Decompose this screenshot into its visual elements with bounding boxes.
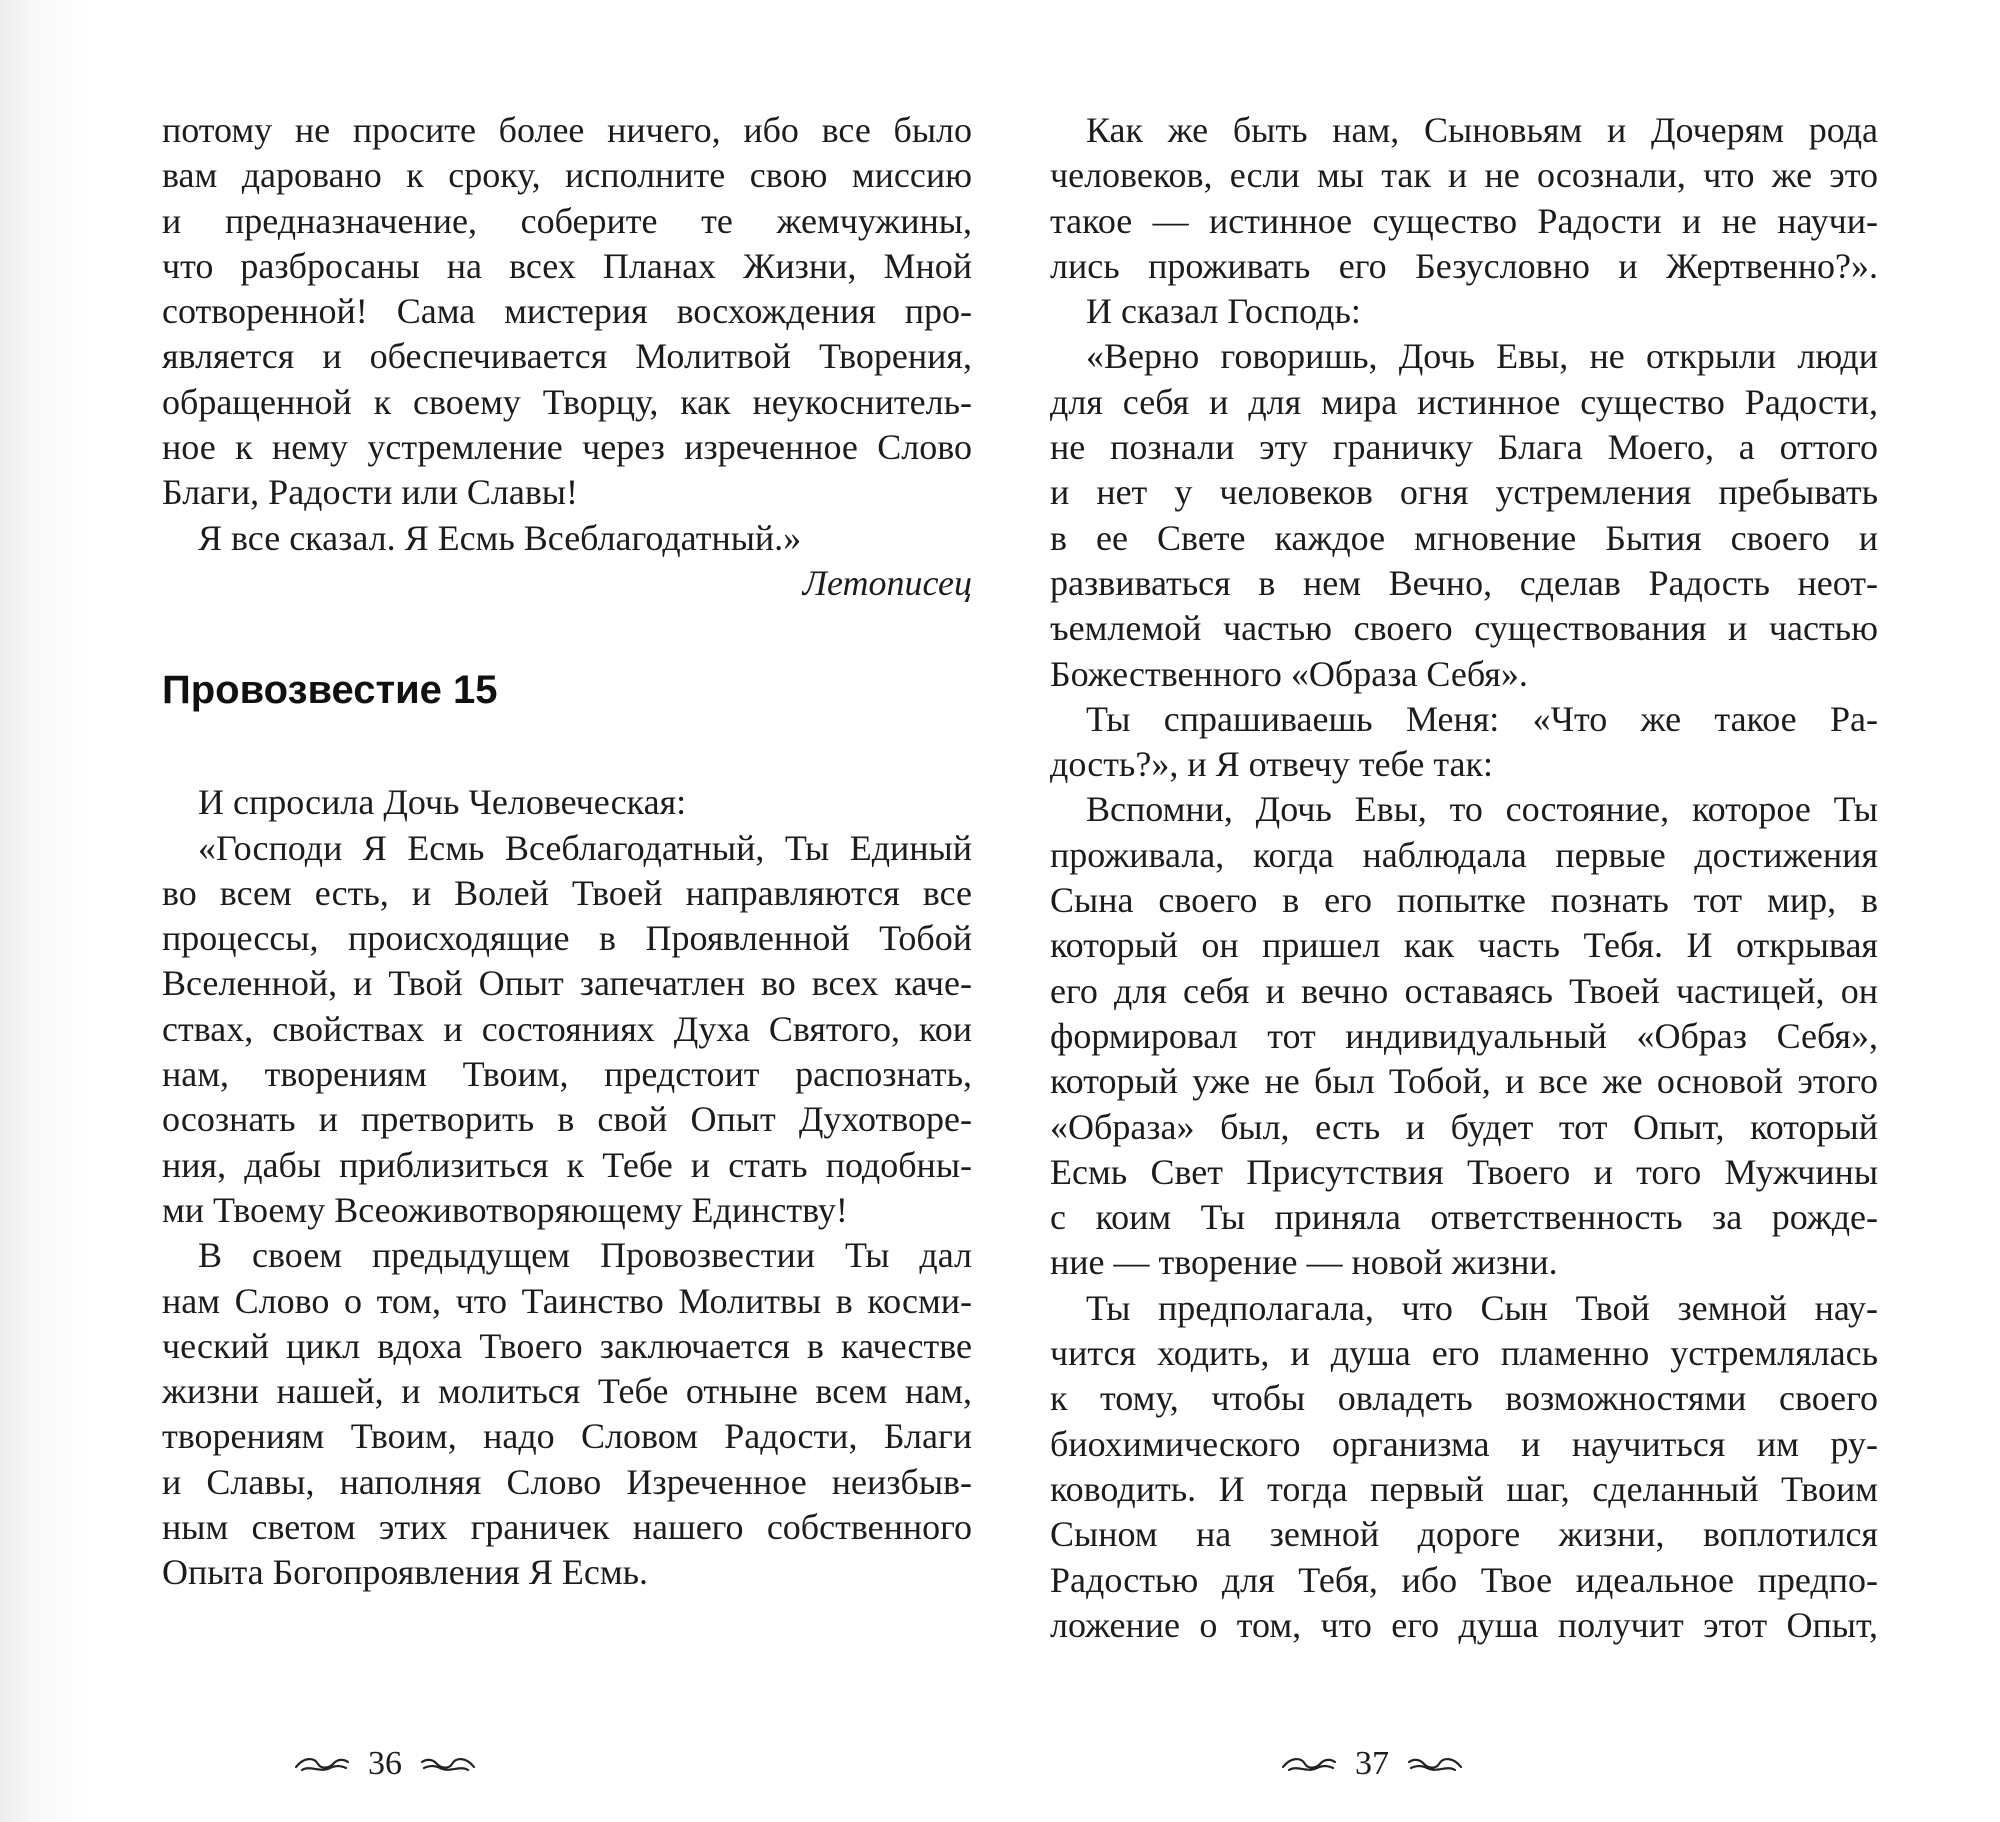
text-line: Ты спрашиваешь Меня: «Что же такое Ра- [1086,698,1878,739]
text-line: ъемлемой частью своего существования и частью [1050,608,1878,649]
text-line: И сказал Господь: [1086,291,1361,332]
text-line: ния, дабы приблизиться к Тебе и стать подобны- [162,1144,972,1185]
text-line: нам, творениям Твоим, предстоит распознать, [162,1054,972,1095]
page-number: 36 [368,1745,402,1782]
text-line: ное к нему устремление через изреченное Слово [162,427,972,468]
section-heading: Провозвестие 15 [162,668,498,713]
text-line: и предназначение, соберите те жемчужины, [162,200,972,241]
text-line: сотворенной! Сама мистерия восхождения про- [162,291,972,332]
text-line: И спросила Дочь Человеческая: [198,782,687,823]
text-line: лись проживать его Безусловно и Жертвенно?». [1050,245,1878,286]
text-line: что разбросаны на всех Планах Жизни, Мной [162,245,972,286]
page-edge-shadow [0,0,90,1822]
text-line: не познали эту граничку Блага Моего, а оттого [1050,427,1878,468]
text-line: Как же быть нам, Сыновьям и Дочерям рода [1086,110,1878,150]
text-line: такое — истинное существо Радости и не научи- [1050,200,1878,241]
text-line: дость?», и Я отвечу тебе так: [1050,744,1494,785]
text-line: ложение о том, что его душа получит этот Опыт, [1050,1604,1878,1645]
text-line: обращенной к своему Творцу, как неукоснитель- [162,381,972,422]
text-line: Вселенной, и Твой Опыт запечатлен во всех каче- [162,963,972,1004]
text-line: Радостью для Тебя, ибо Твое идеальное предпо- [1050,1559,1878,1600]
text-line: проживала, когда наблюдала первые достижения [1050,834,1878,875]
page-number-footer [0,1745,885,1783]
text-line: развиваться в нем Вечно, сделав Радость неот- [1050,562,1878,603]
text-line: для себя и для мира истинное существо Радости, [1050,381,1878,422]
text-line: Божественного «Образа Себя». [1050,653,1528,694]
left-text-column [162,108,972,1596]
text-line: во всем есть, и Волей Твоей направляются все [162,872,972,913]
text-line: «Верно говоришь, Дочь Евы, не открыли люди [1086,336,1878,377]
text-line: к тому, чтобы овладеть возможностями своего [1050,1378,1878,1419]
text-line: ководить. И тогда первый шаг, сделанный Твоим [1050,1468,1878,1509]
text-line: процессы, происходящие в Проявленной Тобой [162,918,972,959]
text-line: ние — творение — новой жизни. [1050,1242,1558,1283]
page-number-footer [872,1745,1872,1783]
text-line: является и обеспечивается Молитвой Творения, [162,336,972,377]
text-line: который уже не был Тобой, и все же основой этого [1050,1061,1878,1102]
text-line: творениям Твоим, надо Словом Радости, Благи [162,1416,972,1457]
text-line: нам Слово о том, что Таинство Молитвы в косми- [162,1280,972,1321]
text-line: Есмь Свет Присутствия Твоего и того Мужчины [1050,1151,1878,1192]
right-page [1000,0,2000,1822]
text-line: биохимического организма и научиться им ру- [1050,1423,1878,1464]
flourish-left-icon [1281,1753,1337,1775]
text-line: ми Твоему Всеоживотворяющему Единству! [162,1189,848,1230]
page-number: 37 [1355,1745,1389,1782]
text-line: Вспомни, Дочь Евы, то состояние, которое Ты [1086,789,1878,830]
text-line: Сыном на земной дороге жизни, воплотился [1050,1514,1878,1555]
flourish-left-icon [294,1753,350,1775]
flourish-right-icon [1407,1753,1463,1775]
text-line: и Славы, наполняя Слово Изреченное неизбыв- [162,1461,972,1502]
right-text-column [1050,108,1878,1648]
flourish-right-icon [420,1753,476,1775]
text-line: в ее Свете каждое мгновение Бытия своего и [1050,517,1878,558]
text-line: потому не просите более ничего, ибо все было [162,110,972,150]
text-line: Сына своего в его попытке познать тот мир, в [1050,880,1878,921]
text-line: осознать и претворить в свой Опыт Духотворе- [162,1099,972,1140]
text-line: Благи, Радости или Славы! [162,472,578,513]
text-line: формировал тот индивидуальный «Образ Себя», [1050,1015,1878,1056]
text-line: чится ходить, и душа его пламенно устремлялась [1050,1333,1878,1374]
text-line: «Господи Я Есмь Всеблагодатный, Ты Единый [198,827,972,868]
text-line: Опыта Богопроявления Я Есмь. [162,1552,649,1593]
text-line: Я все сказал. Я Есмь Всеблагодатный.» [198,517,802,558]
text-line: «Образа» был, есть и будет тот Опыт, который [1050,1106,1878,1147]
text-line: В своем предыдущем Провозвестии Ты дал [198,1235,972,1276]
text-line: человеков, если мы так и не осознали, что же это [1050,155,1878,196]
text-line: Ты предполагала, что Сын Твой земной нау- [1086,1287,1878,1328]
text-line: который он пришел как часть Тебя. И открывая [1050,925,1878,966]
text-line: ствах, свойствах и состояниях Духа Святого, кои [162,1008,972,1049]
text-line: его для себя и вечно оставаясь Твоей частицей, он [1050,970,1878,1011]
text-line: жизни нашей, и молиться Тебе отныне всем нам, [162,1371,972,1412]
text-line: ным светом этих граничек нашего собственного [162,1507,972,1548]
text-line: вам даровано к сроку, исполните свою миссию [162,155,972,196]
signature: Летописец [802,562,972,603]
text-line: с коим Ты приняла ответственность за рожде- [1050,1197,1878,1238]
text-line: ческий цикл вдоха Твоего заключается в качестве [162,1325,972,1366]
text-line: и нет у человеков огня устремления пребывать [1050,472,1878,513]
